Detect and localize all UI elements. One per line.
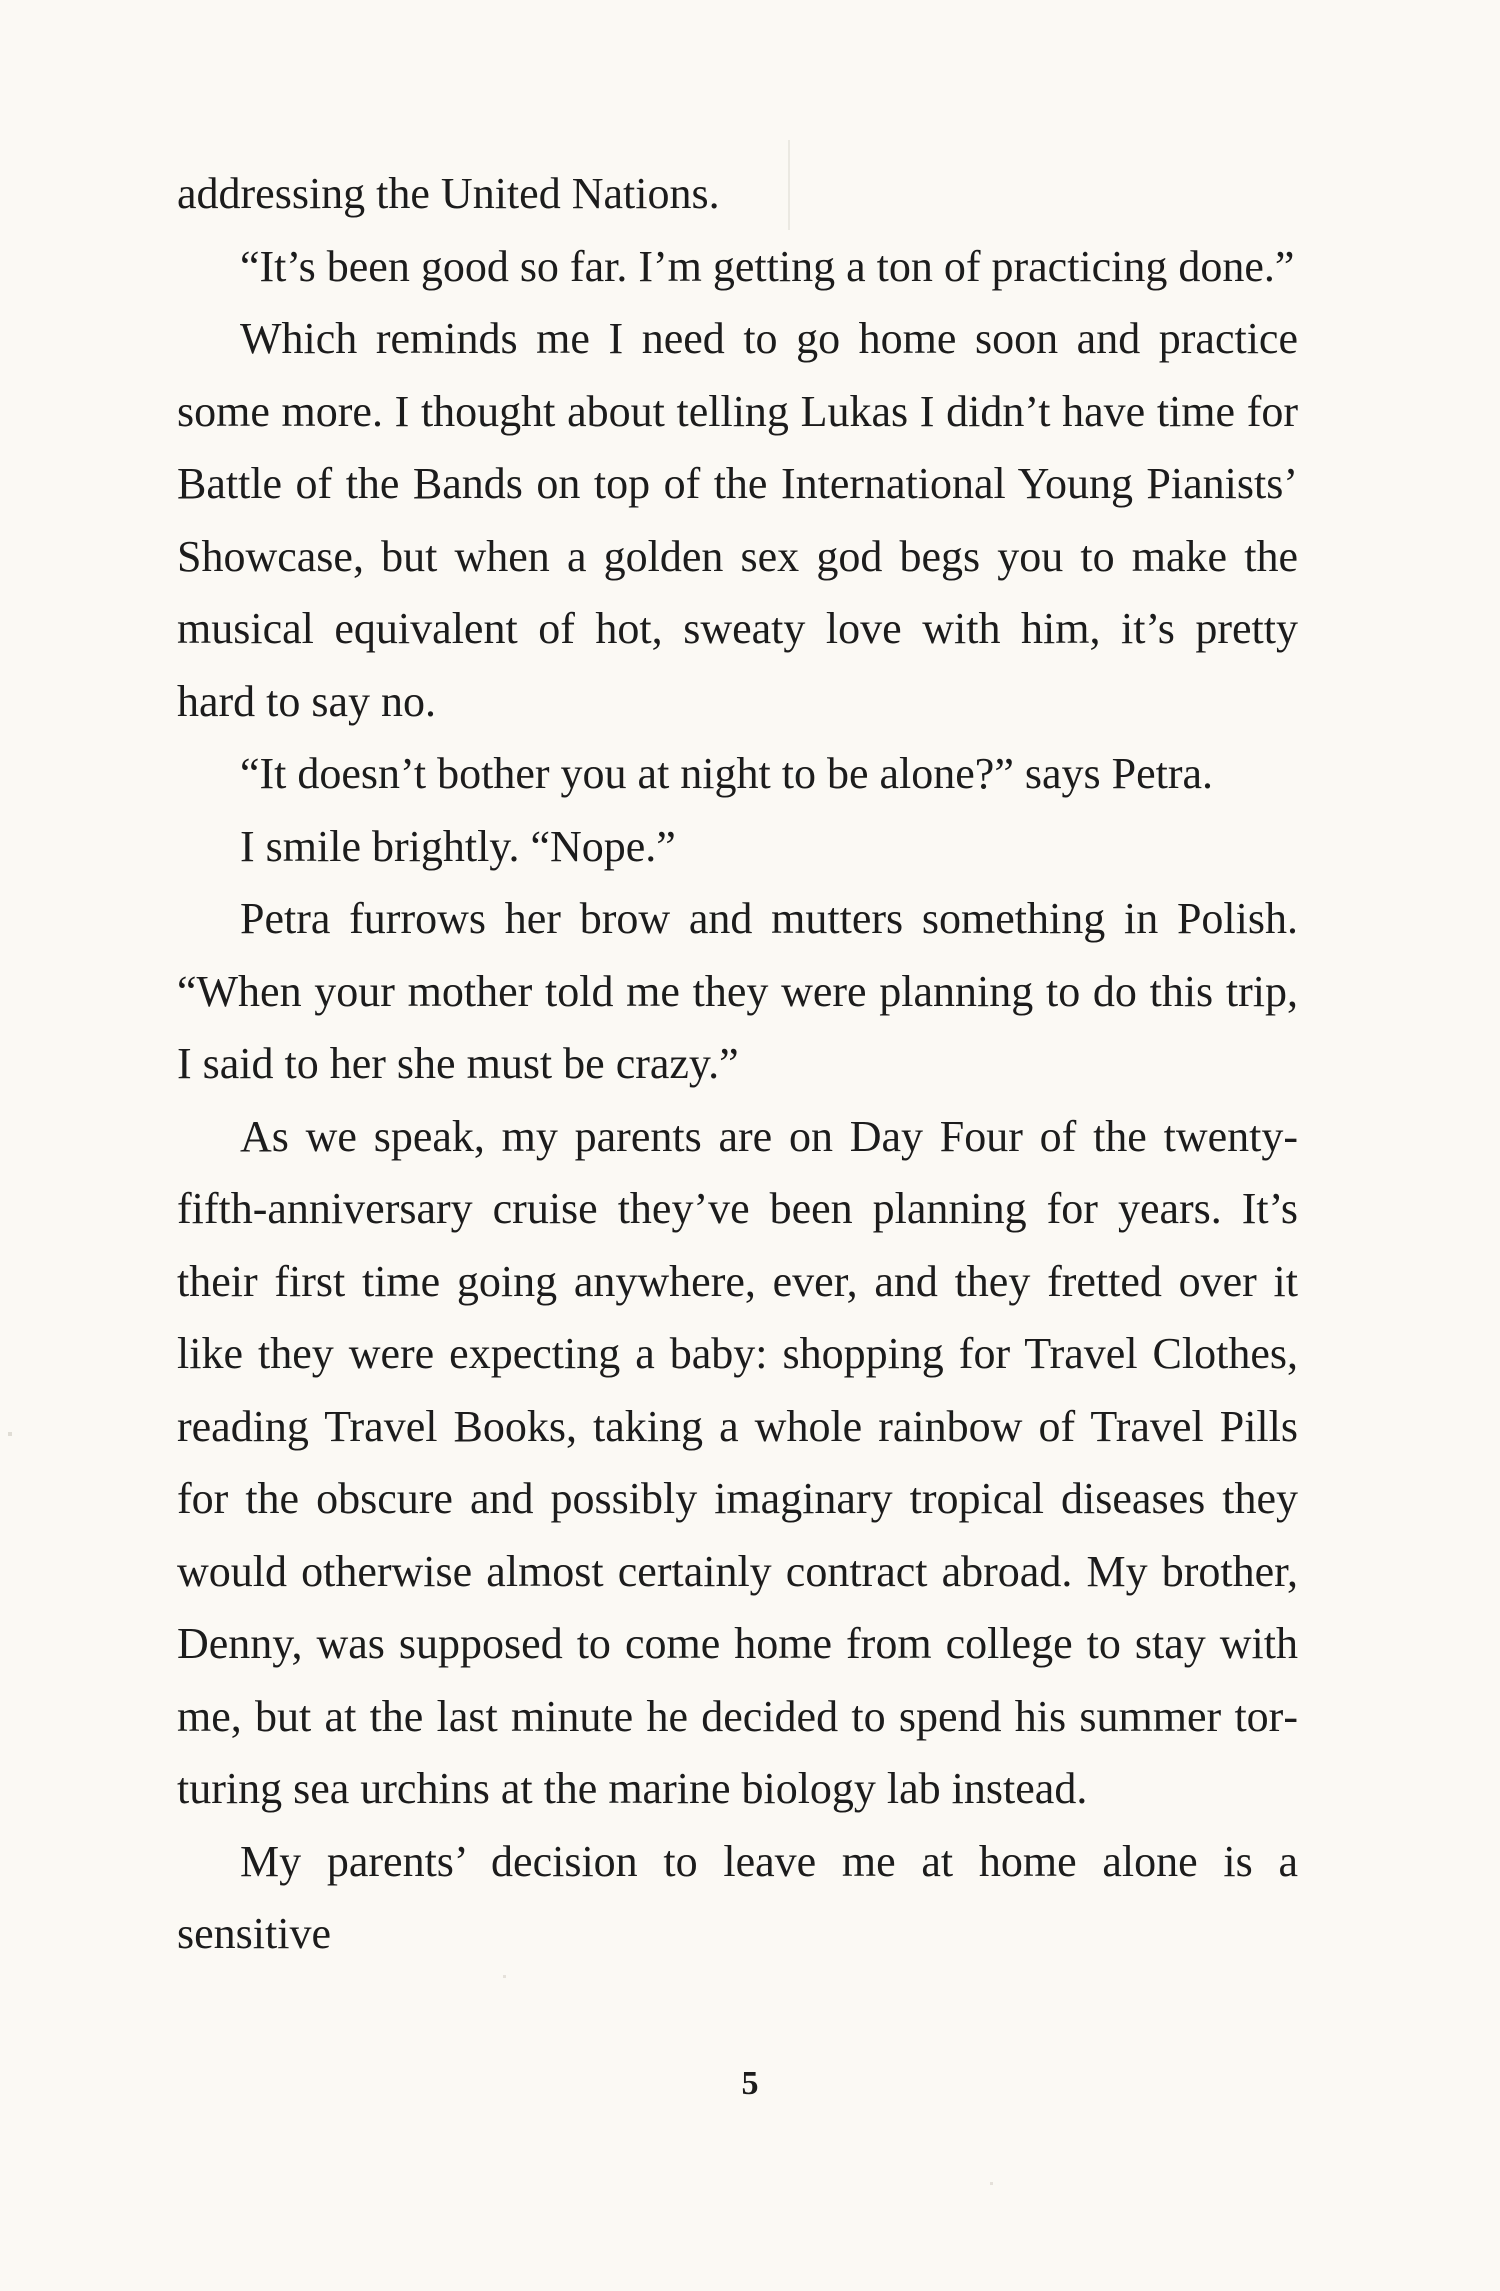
- paragraph: As we speak, my parents are on Day Four of the twenty-fifth-anniversary cruise they’ve been planning for years. It’s their first time going anywhere, ever, and they fretted over it like they were expecting a baby: shopping for Travel Clothes, reading Travel Books, taking a whole rainbow of Travel Pills for the obscure and possibly imaginary tropical diseases they would otherwise almost certainly contract abroad. My brother, Denny, was supposed to come home from college to stay with me, but at the last minute he decided to spend his summer torturing sea urchins at the marine biology lab instead.: [177, 1111, 1298, 1813]
- scan-mark: [990, 2182, 993, 2185]
- paragraph: My parents’ decision to leave me at home alone is a sensitive: [177, 1836, 1298, 1958]
- paragraph-continuation: addressing the United Nations.: [177, 169, 720, 218]
- paragraph: “It’s been good so far. I’m getting a ton of practicing done.”: [240, 241, 1295, 291]
- scan-mark: [8, 1432, 12, 1436]
- page-number: 5: [741, 2065, 759, 2102]
- scan-mark: [503, 1975, 506, 1978]
- paragraph: I smile brightly. “Nope.”: [240, 821, 676, 871]
- paragraph: “It doesn’t bother you at night to be alone?” says Petra.: [240, 749, 1214, 798]
- body-text: [177, 158, 1298, 1971]
- paragraph: Which reminds me I need to go home soon and practice some more. I thought about telling Lukas I didn’t have time for Battle of the Bands on top of the International Young Pianists’ Showcase, but when a golden sex god begs you to make the musical equivalent of hot, sweaty love with him, it’s pretty hard to say no.: [177, 314, 1298, 726]
- paragraph: Petra furrows her brow and mutters something in Polish. “When your mother told me they were planning to do this trip, I said to her she must be crazy.”: [177, 894, 1298, 1088]
- scan-mark: [788, 140, 790, 230]
